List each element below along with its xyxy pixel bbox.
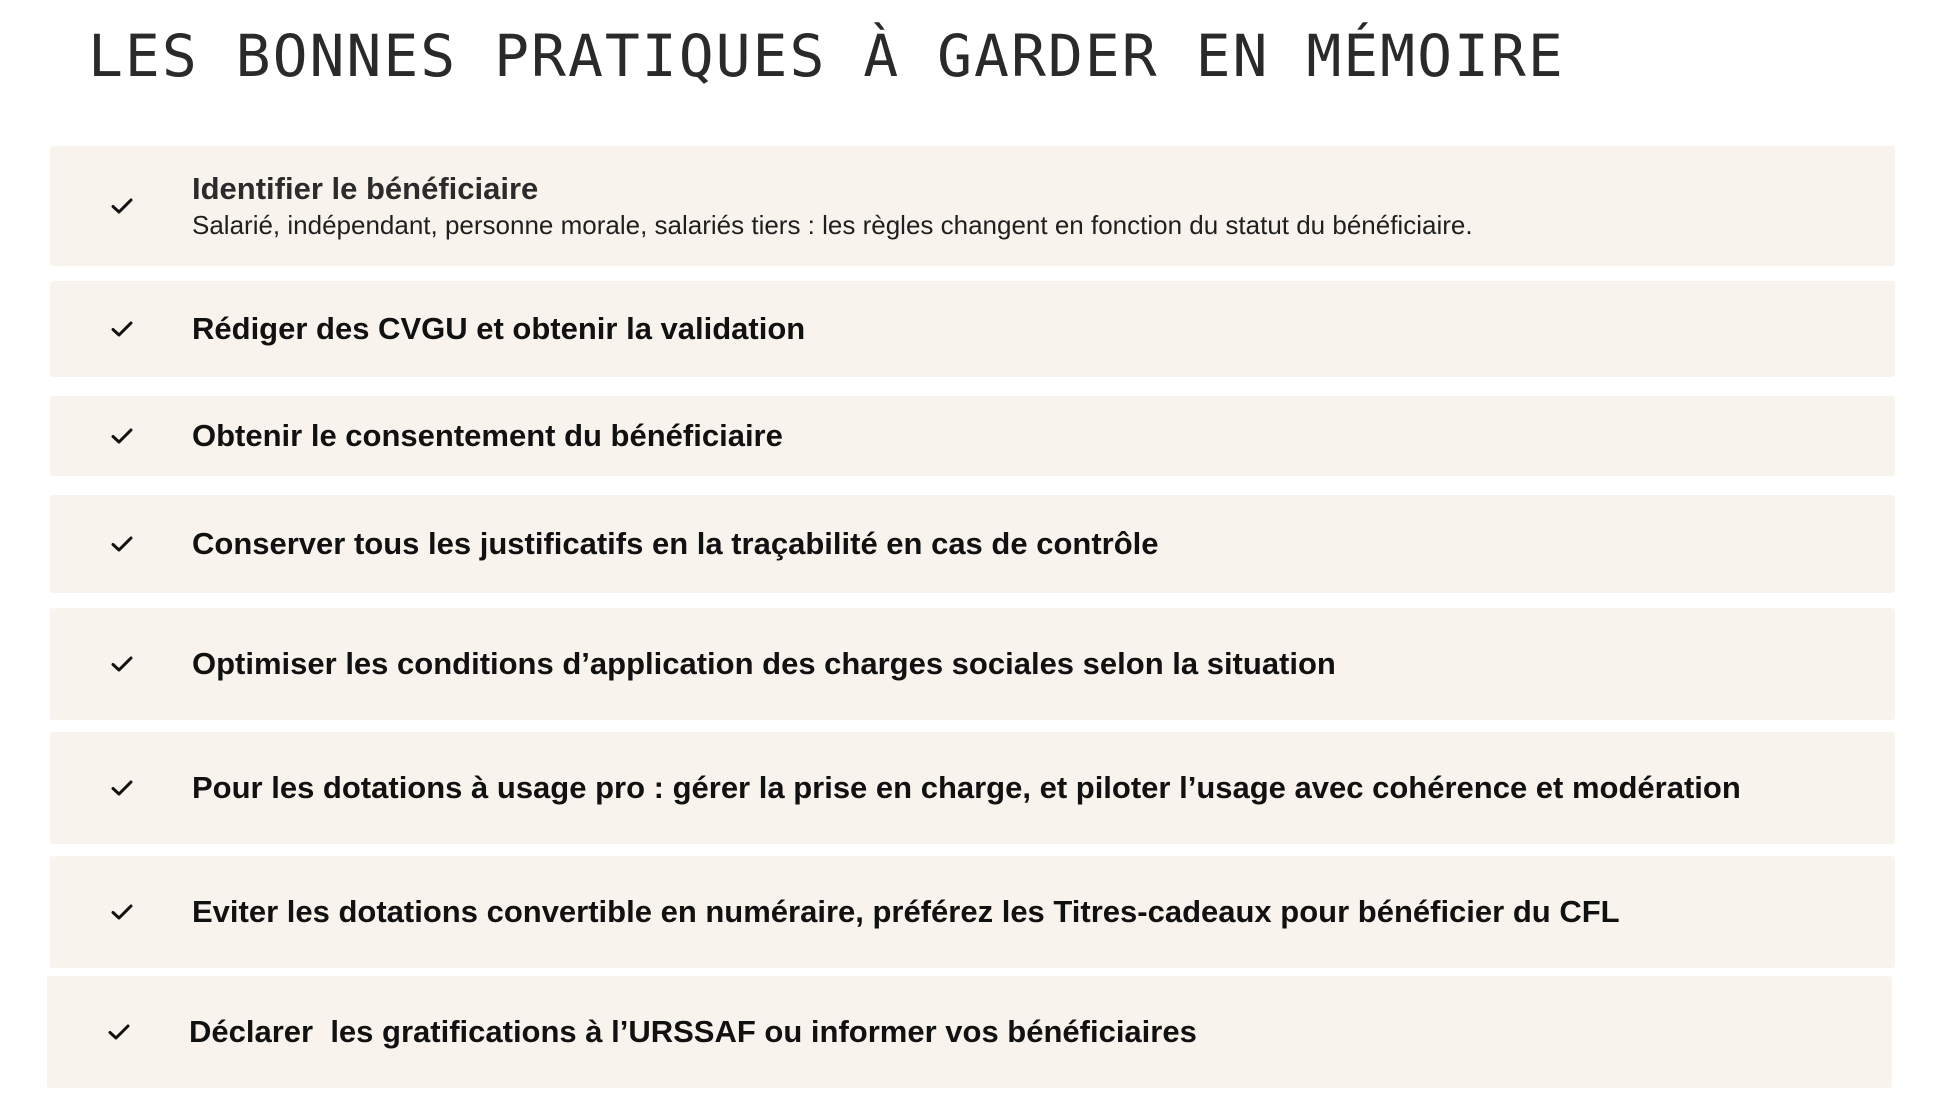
practice-text (192, 769, 1875, 807)
practice-heading: Identifier le bénéficiaire (192, 171, 539, 206)
practice-heading: Déclarer les gratifications à l’URSSAF ou informer vos bénéficiaires (189, 1014, 1197, 1049)
practice-text (192, 645, 1875, 683)
practice-item-keep-records (50, 495, 1895, 593)
practice-item-avoid-cash-equivalents (50, 856, 1895, 968)
practice-item-pro-allowances (50, 732, 1895, 844)
practice-item-draft-cvgu (50, 281, 1895, 377)
check-icon (107, 1020, 131, 1044)
practice-item-optimize-charges (50, 608, 1895, 720)
practice-text (192, 310, 1875, 348)
check-icon (110, 900, 134, 924)
practice-item-consent (50, 396, 1895, 476)
check-icon (110, 776, 134, 800)
check-icon (110, 424, 134, 448)
practice-heading: Eviter les dotations convertible en numéraire, préférez les Titres-cadeaux pour bénéficier du CFL (192, 894, 1620, 929)
practice-heading: Rédiger des CVGU et obtenir la validation (192, 311, 806, 346)
practice-description: Salarié, indépendant, personne morale, salariés tiers : les règles changent en fonction du statut du bénéficiaire. (192, 210, 1473, 240)
practice-heading: Optimiser les conditions d’application des charges sociales selon la situation (192, 646, 1336, 681)
page-title: LES BONNES PRATIQUES À GARDER EN MÉMOIRE (88, 22, 1565, 90)
practice-heading: Pour les dotations à usage pro : gérer la prise en charge, et piloter l’usage avec cohérence et modération (192, 770, 1741, 805)
practice-text (192, 170, 1875, 242)
practice-heading: Obtenir le consentement du bénéficiaire (192, 418, 783, 453)
practice-text (192, 525, 1875, 563)
practice-item-identify-beneficiary (50, 146, 1895, 266)
check-icon (110, 652, 134, 676)
check-icon (110, 194, 134, 218)
practice-text (192, 417, 1875, 455)
practice-text (189, 1013, 1872, 1051)
check-icon (110, 532, 134, 556)
practice-text (192, 893, 1875, 931)
practice-heading: Conserver tous les justificatifs en la traçabilité en cas de contrôle (192, 526, 1159, 561)
check-icon (110, 317, 134, 341)
practice-item-declare-urssaf (47, 976, 1892, 1088)
